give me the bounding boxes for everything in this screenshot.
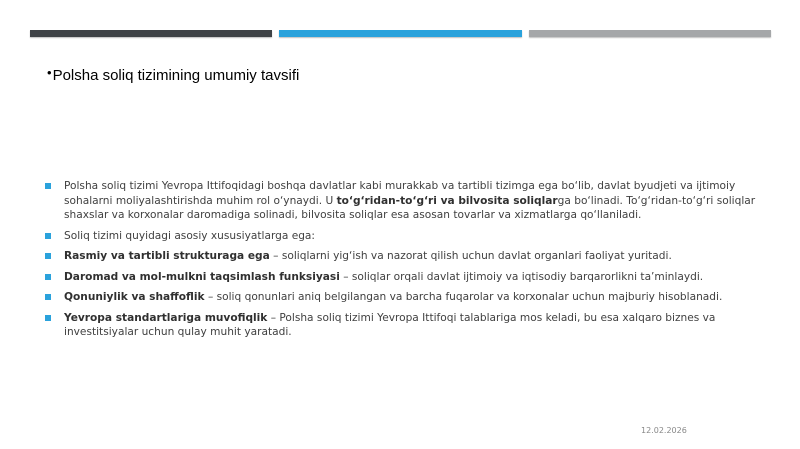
paragraph-intro <box>45 179 765 223</box>
slide-content <box>45 179 765 346</box>
list-item-heading: Daromad va mol-mulkni taqsimlash funksiyasi <box>64 270 340 283</box>
list-item-text: – soliqlar orqali davlat ijtimoiy va iqtisodiy barqarorlikni ta’minlaydi. <box>339 270 704 283</box>
intro-text-post: ga bo‘linadi. To‘g‘ridan-to‘g‘ri soliqlar shaxslar va korxonalar daromadiga solinadi, bilvosita soliqlar esa asosan tovarlar va xizmatlarga qo‘llaniladi. <box>64 194 756 221</box>
square-bullet-icon <box>45 315 51 321</box>
header-bar-dark <box>30 30 272 37</box>
header-bar-blue <box>279 30 522 37</box>
square-bullet-icon <box>45 233 51 239</box>
list-item <box>45 290 765 305</box>
list-item-heading: Rasmiy va tartibli strukturaga ega <box>64 250 270 262</box>
intro-text-pre: Polsha soliq tizimi Yevropa Ittifoqidagi boshqa davlatlar kabi murakkab va tartibli tizimga ega bo‘lib, davlat byudjeti va ijtimoiy sohalarni moliyalashtirishda muhim rol o‘ynaydi. U <box>64 180 736 207</box>
square-bullet-icon <box>45 294 51 300</box>
title-bullet: • <box>47 65 52 80</box>
paragraph-features-lead <box>45 229 765 244</box>
header-bars <box>30 30 771 37</box>
slide-title-text: Polsha soliq tizimining umumiy tavsifi <box>52 67 300 84</box>
features-lead-text: Soliq tizimi quyidagi asosiy xususiyatlarga ega: <box>64 229 315 242</box>
list-item <box>45 270 765 285</box>
square-bullet-icon <box>45 183 51 189</box>
list-item-heading: Qonuniylik va shaffoflik <box>64 291 205 303</box>
intro-text-bold: to‘g‘ridan-to‘g‘ri va bilvosita soliqlar <box>336 194 558 207</box>
list-item-heading: Yevropa standartlariga muvofiqlik <box>64 311 268 324</box>
header-bar-gray <box>529 30 771 37</box>
list-item <box>45 311 765 340</box>
slide-date: 12.02.2026 <box>641 426 687 435</box>
slide-title <box>47 67 299 84</box>
list-item-text: – Polsha soliq tizimi Yevropa Ittifoqi talablariga mos keladi, bu esa xalqaro biznes va investitsiyalar uchun qulay muhit yaratadi. <box>64 311 716 338</box>
list-item-text: – soliq qonunlari aniq belgilangan va barcha fuqarolar va korxonalar uchun majburiy hisoblanadi. <box>204 291 723 303</box>
square-bullet-icon <box>45 274 51 280</box>
list-item-text: – soliqlarni yig‘ish va nazorat qilish uchun davlat organlari faoliyat yuritadi. <box>269 250 672 262</box>
square-bullet-icon <box>45 253 51 259</box>
list-item <box>45 249 765 264</box>
